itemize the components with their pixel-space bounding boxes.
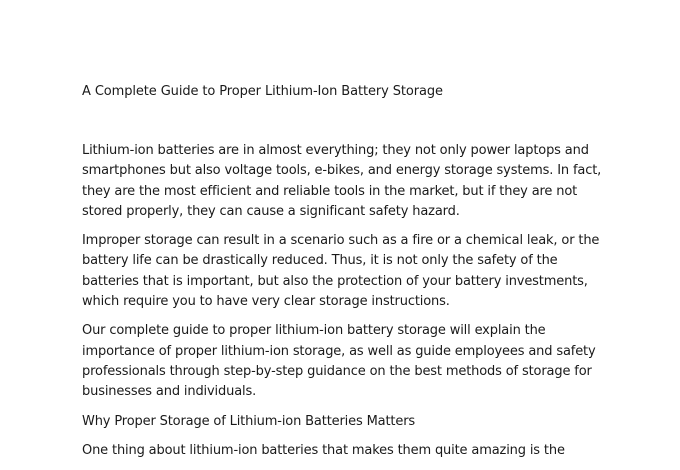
paragraph-intro: Lithium-ion batteries are in almost everything; they not only power laptops and smartphones but also voltage tools, e-bikes, and energy storage systems. In fact, they are the most efficient and reliable tools in the market, but if they are not stored properly, they can cause a significant safety hazard.	[82, 143, 602, 219]
document-body	[82, 141, 602, 470]
paragraph-section-intro: One thing about lithium-ion batteries that makes them quite amazing is the	[82, 442, 565, 458]
section-heading: Why Proper Storage of Lithium-ion Batteries Matters	[82, 413, 416, 429]
paragraph-risks: Improper storage can result in a scenario such as a fire or a chemical leak, or the battery life can be drastically reduced. Thus, it is not only the safety of the batteries that is important, but also the protection of your battery investments, which require you to have very clear storage instructions.	[82, 233, 600, 310]
document-title: A Complete Guide to Proper Lithium-Ion Battery Storage	[82, 84, 443, 99]
paragraph-guide-overview: Our complete guide to proper lithium-ion battery storage will explain the importance of proper lithium-ion storage, as well as guide employees and safety professionals through step-by-step guidance on the best methods of storage for businesses and individuals.	[82, 323, 596, 400]
